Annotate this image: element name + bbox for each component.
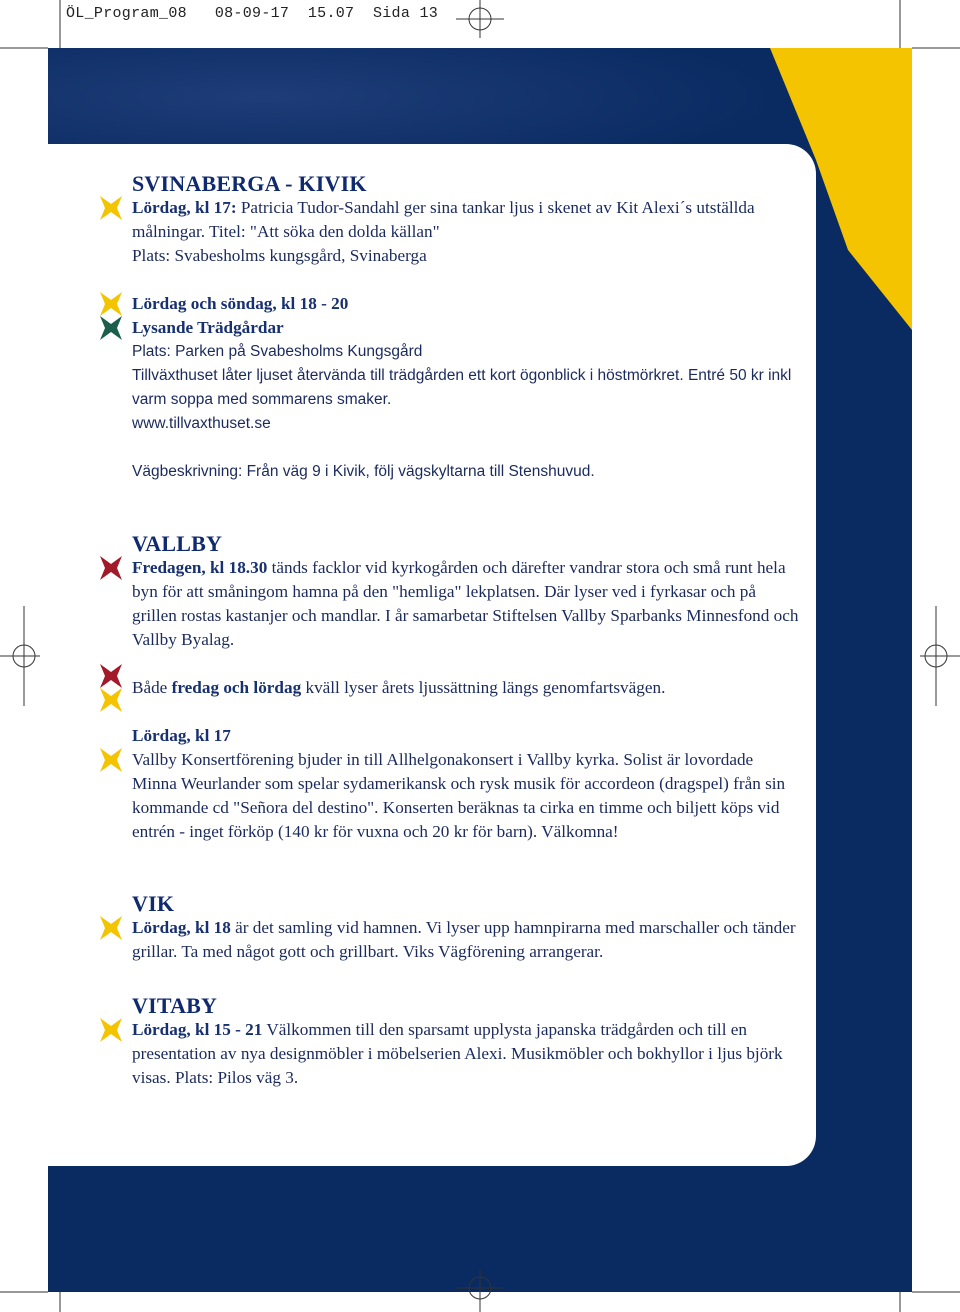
section-heading-svinaberga: SVINABERGA - KIVIK — [132, 171, 367, 196]
gold-star-icon — [98, 748, 124, 772]
gold-star-icon — [98, 292, 124, 316]
event-vik-1 — [132, 916, 802, 964]
event-place: Plats: Parken på Svabesholms Kungsgård — [132, 343, 423, 360]
event-time: Lördag, kl 15 - 21 — [132, 1020, 263, 1039]
event-vallby-3 — [132, 748, 802, 844]
event-time: Lördag, kl 17: — [132, 198, 237, 217]
event-days: fredag och lördag — [171, 678, 302, 697]
event-vallby-1 — [132, 556, 802, 652]
event-url[interactable]: www.tillvaxthuset.se — [132, 415, 271, 432]
event-time: Lördag, kl 17 — [132, 726, 231, 745]
event-text: Vallby Konsertförening bjuder in till Allhelgonakonsert i Vallby kyrka. Solist är lovordade Minna Weurlander som spelar sydamerikansk och rysk musik för accordeon (dragspel) från sin kommande cd "Señora del destino". Konserten beräknas ta cirka en timme och biljett köps vid entrén - inget förköp (140 kr för vuxna och 20 kr för barn). Välkomna! — [132, 750, 786, 841]
section-heading-vik: VIK — [132, 891, 175, 916]
gold-star-icon — [98, 196, 124, 220]
event-directions: Vägbeskrivning: Från väg 9 i Kivik, följ vägskyltarna till Stenshuvud. — [132, 463, 595, 480]
gold-star-icon — [98, 916, 124, 940]
event-text: är det samling vid hamnen. Vi lyser upp hamnpirarna med marschaller och tänder grillar. Ta med något gott och grillbart. Viks Vägförening arrangerar. — [132, 918, 796, 961]
event-vallby-2: Både fredag och lördag kväll lyser årets ljussättning längs genomfartsvägen. — [132, 676, 802, 700]
section-heading-vallby: VALLBY — [132, 531, 223, 556]
event-text: tänds facklor vid kyrkogården och därefter vandrar stora och små runt hela byn för att småningom hamna på den "hemliga" lekplatsen. Där lyser ved i fyrkasar och på grillen rostas kastanjer och mandlar. I år samarbetar Stiftelsen Vallby Sparbanks Minnesfond och Vallby Byalag. — [132, 558, 799, 649]
event-text: Välkommen till den sparsamt upplysta japanska trädgården och till en presentation av nya designmöbler i möbelserien Alexi. Musikmöbler och bokhyllor i ljus björk visas. Plats: Pilos väg 3. — [132, 1020, 783, 1087]
event-place: Plats: Svabesholms kungsgård, Svinaberga — [132, 246, 427, 265]
event-svinaberga-1 — [132, 196, 802, 244]
event-time-minutes: 30 — [250, 558, 268, 577]
event-text: Patricia Tudor-Sandahl ger sina tankar ljus i skenet av Kit Alexi´s utställda målningar. Titel: "Att söka den dolda källan" — [132, 198, 755, 241]
event-time: Lördag och söndag, kl 18 - 20 — [132, 292, 802, 316]
event-time: Lördag, kl 18 — [132, 918, 231, 937]
red-star-icon — [98, 556, 124, 580]
program-content — [132, 172, 802, 1090]
section-heading-vitaby: VITABY — [132, 993, 218, 1018]
gold-star-icon — [98, 1018, 124, 1042]
print-slug: ÖL_Program_08 08-09-17 15.07 Sida 13 — [66, 5, 439, 22]
event-time: Fredagen, kl 18. — [132, 558, 251, 577]
event-text: Tillväxthuset låter ljuset återvända till trädgården ett kort ögonblick i höstmörkret. Entré 50 kr inkl varm soppa med sommarens smaker. — [132, 367, 792, 408]
event-vitaby-1 — [132, 1018, 802, 1090]
gold-star-icon — [98, 688, 124, 712]
red-star-icon — [98, 664, 124, 688]
event-title: Lysande Trädgårdar — [132, 316, 802, 340]
green-star-icon — [98, 316, 124, 340]
